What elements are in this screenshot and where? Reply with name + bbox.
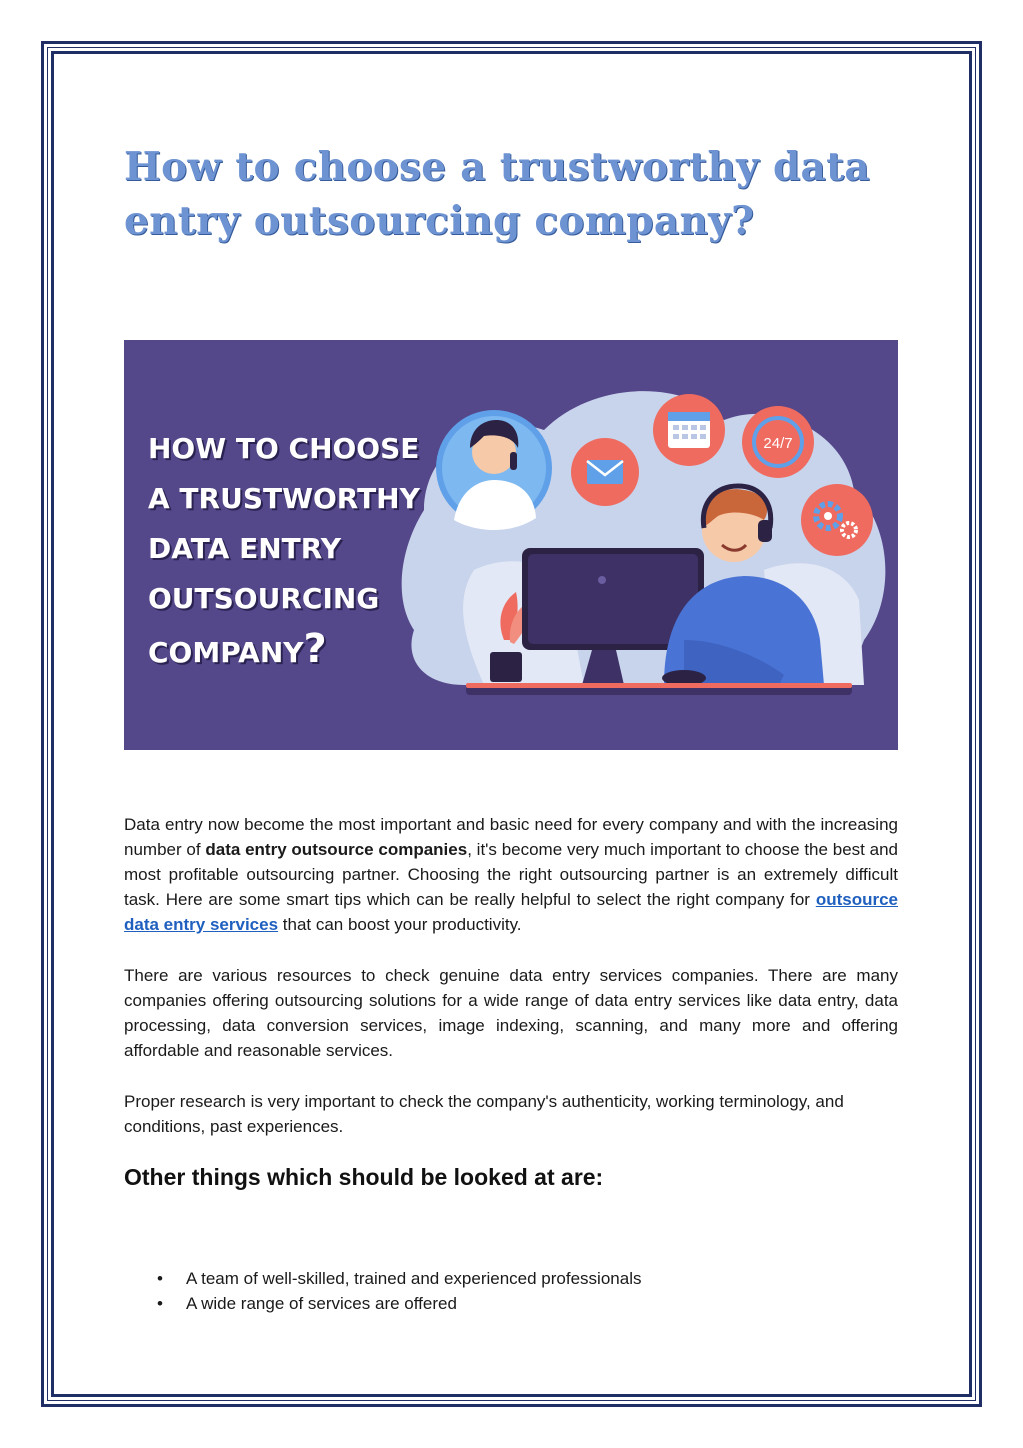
resources-paragraph: There are various resources to check genuine data entry services companies. There are many companies offering outsourcing solutions for a wide range of data entry services like data entry, data processing, data conversion services, image indexing, scanning, and many more and offering affordable and reasonable services. [124, 966, 898, 1060]
hero-line-company: COMPANY [148, 636, 304, 669]
question-mark: ? [303, 626, 327, 672]
hero-line [148, 624, 448, 678]
calendar-icon [653, 394, 725, 466]
hero-line: HOW TO CHOOSE [148, 432, 420, 465]
mail-icon [571, 438, 639, 506]
hero-headline [148, 424, 448, 678]
list-item [124, 1266, 641, 1291]
list-item [124, 1291, 641, 1316]
clock-24-7-icon [742, 406, 814, 478]
hero-line: DATA ENTRY [148, 532, 342, 565]
hero-line: OUTSOURCING [148, 582, 380, 615]
intro-text-3: that can boost your productivity. [278, 915, 522, 934]
intro-text-1: Data entry now become the most important and basic need for every company and with the increasing number of [124, 815, 898, 859]
clock-label: 24/7 [763, 435, 793, 452]
list-item-text: A wide range of services are offered [186, 1294, 457, 1313]
research-paragraph: Proper research is very important to check the company's authenticity, working terminology, and conditions, past experiences. [124, 1092, 844, 1136]
page-title: How to choose a trustworthy data entry outsourcing company? [124, 144, 870, 244]
bullet-list [124, 1266, 641, 1316]
gears-icon [801, 484, 873, 556]
intro-text-2: , it's become very much important to choose the best and most profitable outsourcing partner. Choosing the right outsourcing partner is an extremely difficult task. Here are some smart tips which can be really helpful to select the right company for [124, 840, 898, 909]
hero-line: A TRUSTWORTHY [148, 482, 420, 515]
section-heading: Other things which should be looked at are: [124, 1164, 604, 1190]
intro-paragraph [124, 812, 898, 937]
bullet-icon: • [157, 1269, 163, 1288]
bullet-icon: • [157, 1294, 163, 1313]
intro-bold-phrase: data entry outsource companies [205, 840, 468, 859]
hero-banner [124, 340, 898, 750]
services-link[interactable]: outsource data entry services [124, 890, 898, 934]
list-item-text: A team of well-skilled, trained and experienced professionals [186, 1269, 642, 1288]
